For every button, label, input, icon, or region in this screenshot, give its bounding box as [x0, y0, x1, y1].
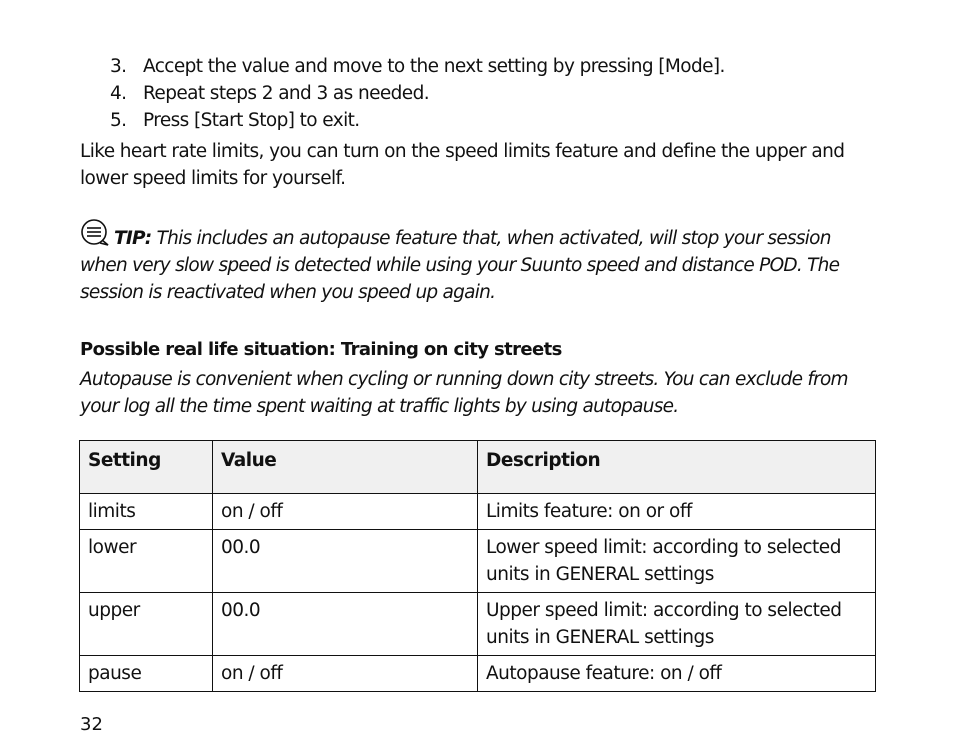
value-cell: 00.0 [213, 530, 478, 593]
description-cell: Autopause feature: on / off [478, 656, 876, 692]
setting-cell: limits [80, 494, 213, 530]
description-cell: Limits feature: on or off [478, 494, 876, 530]
intro-paragraph: Like heart rate limits, you can turn on the speed limits feature and define the upper and lower speed limits for yourself. [80, 141, 845, 189]
step-text: Accept the value and move to the next setting by pressing [Mode]. [143, 56, 725, 77]
tip-label: TIP: [114, 228, 152, 249]
table-row [80, 593, 876, 656]
setting-cell: lower [80, 530, 213, 593]
settings-table [79, 440, 876, 692]
setting-cell: upper [80, 593, 213, 656]
list-item [110, 80, 725, 107]
table-header-row [80, 441, 876, 494]
scenario-paragraph: Autopause is convenient when cycling or running down city streets. You can exclude from your log all the time spent waiting at traffic lights by using autopause. [80, 369, 848, 417]
step-number: 4. [110, 83, 127, 104]
table-row [80, 494, 876, 530]
table-row [80, 656, 876, 692]
description-cell: Upper speed limit: according to selected units in GENERAL settings [478, 593, 876, 656]
list-item [110, 107, 725, 134]
tip-icon [80, 218, 110, 248]
step-text: Press [Start Stop] to exit. [143, 110, 360, 131]
step-list [110, 53, 725, 134]
tip-text: This includes an autopause feature that, when activated, will stop your session when very slow speed is detected while using your Suunto speed and distance POD. The session is reactivated when you speed up again. [80, 228, 840, 303]
tip-block [80, 218, 880, 306]
description-cell: Lower speed limit: according to selected units in GENERAL settings [478, 530, 876, 593]
list-item [110, 53, 725, 80]
column-header-value: Value [213, 441, 478, 494]
section-heading: Possible real life situation: Training on city streets [80, 339, 562, 360]
column-header-description: Description [478, 441, 876, 494]
page-number: 32 [80, 714, 103, 735]
step-number: 3. [110, 56, 127, 77]
step-number: 5. [110, 110, 127, 131]
value-cell: on / off [213, 656, 478, 692]
value-cell: on / off [213, 494, 478, 530]
step-text: Repeat steps 2 and 3 as needed. [143, 83, 430, 104]
value-cell: 00.0 [213, 593, 478, 656]
setting-cell: pause [80, 656, 213, 692]
column-header-setting: Setting [80, 441, 213, 494]
table-row [80, 530, 876, 593]
